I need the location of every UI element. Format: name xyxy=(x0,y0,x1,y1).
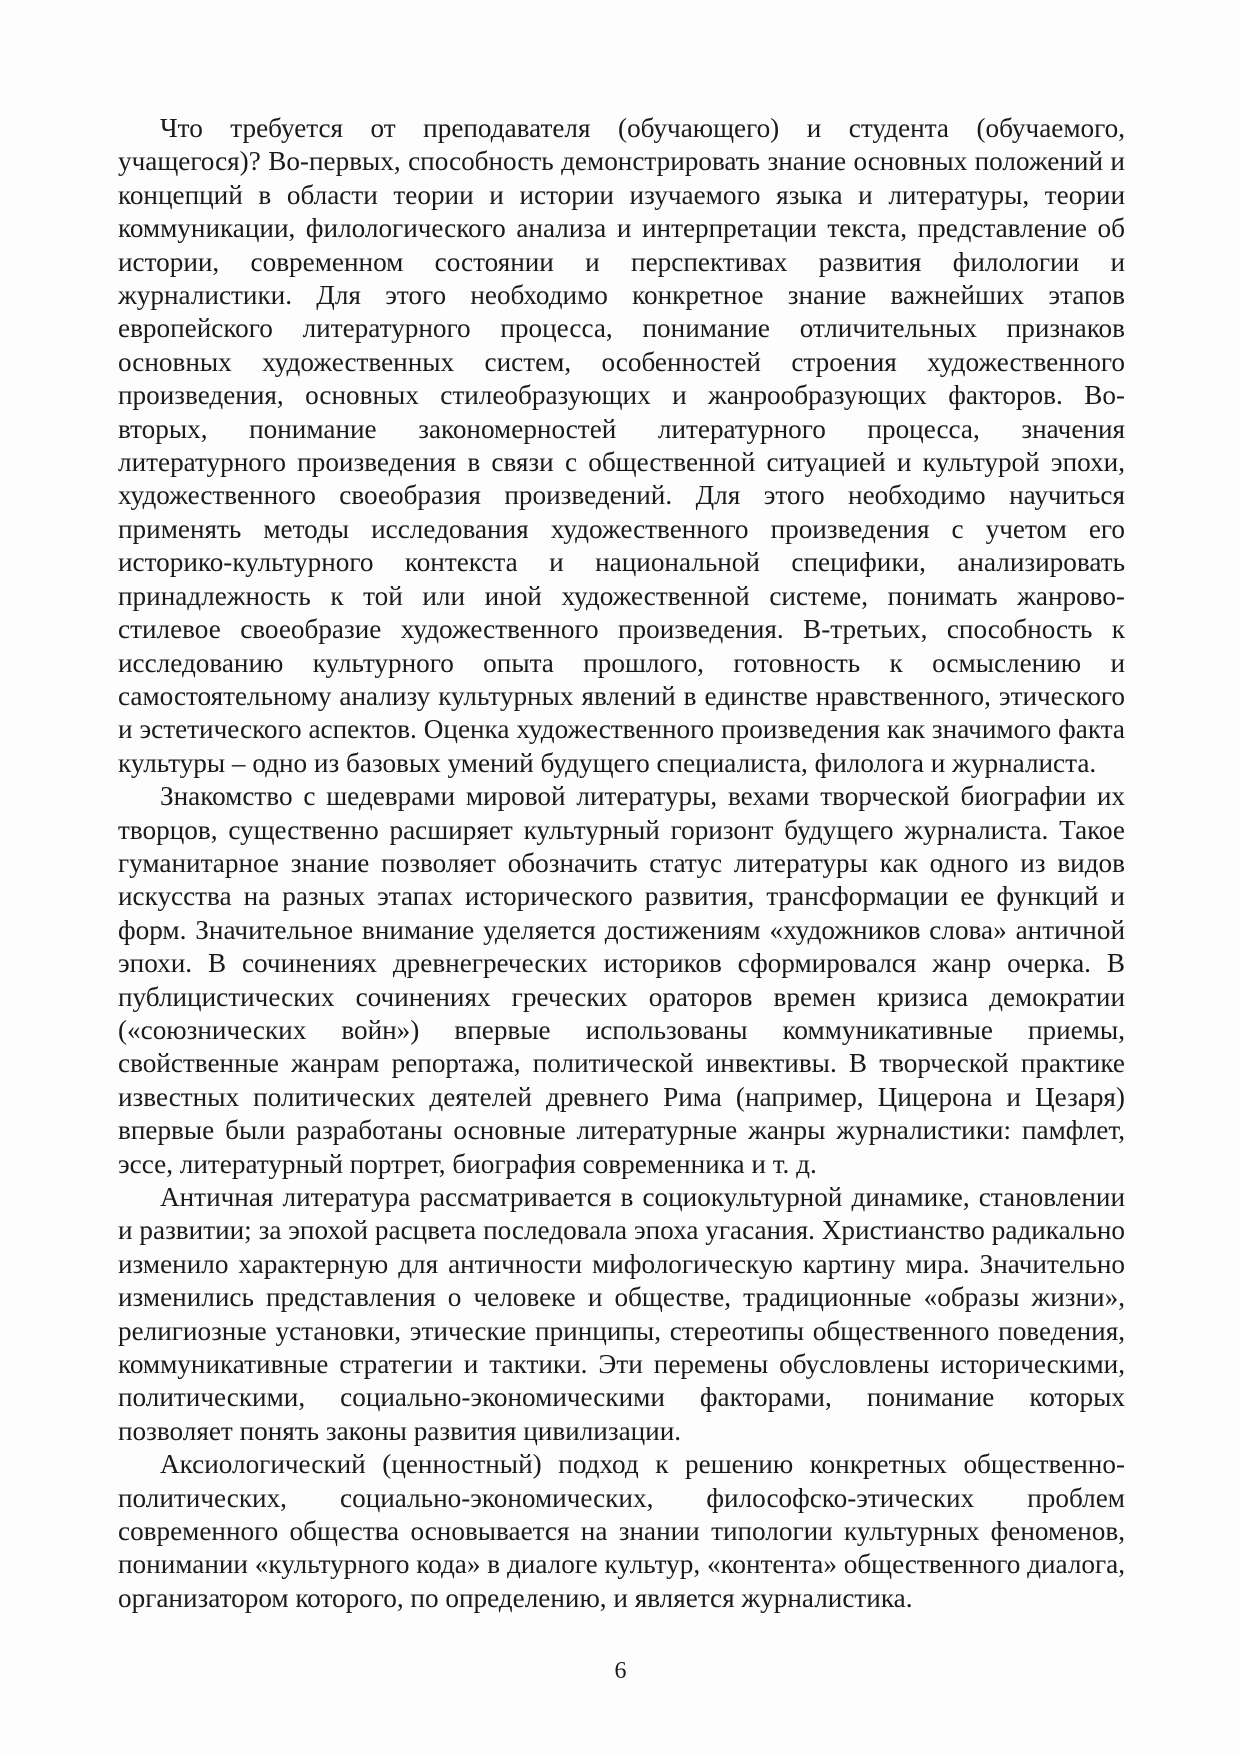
paragraph-4: Аксиологический (ценностный) подход к решению конкретных общественно-политических, социально-экономических, философско-этических проблем современного общества основывается на знании типологии культурных феноменов, понимании «культурного кода» в диалоге культур, «контента» общественного диалога, организатором которого, по определению, и является журналистика. xyxy=(118,1449,1125,1613)
paragraph-1: Что требуется от преподавателя (обучающего) и студента (обучаемого, учащегося)? Во-первых, способность демонстрировать знание основных положений и концепций в области теории и истории изучаемого языка и литературы, теории коммуникации, филологического анализа и интерпретации текста, представление об истории, современном состоянии и перспективах развития филологии и журналистики. Для этого необходимо конкретное знание важнейших этапов европейского литературного процесса, понимание отличительных признаков основных художественных систем, особенностей строения художественного произведения, основных стилеобразующих и жанрообразующих факторов. Во-вторых, понимание закономерностей литературного процесса, значения литературного произведения в связи с общественной ситуацией и культурой эпохи, художественного своеобразия произведений. Для этого необходимо научиться применять методы исследования художественного произведения с учетом его историко-культурного контекста и национальной специфики, анализировать принадлежность к той или иной художественной системе, понимать жанрово-стилевое своеобразие художественного произведения. В-третьих, способность к исследованию культурного опыта прошлого, готовность к осмыслению и самостоятельному анализу культурных явлений в единстве нравственного, этического и эстетического аспектов. Оценка художественного произведения как значимого факта культуры – одно из базовых умений будущего специалиста, филолога и журналиста. xyxy=(118,113,1125,778)
page-number: 6 xyxy=(614,1658,627,1684)
paragraph-3: Античная литература рассматривается в социокультурной динамике, становлении и развитии; за эпохой расцвета последовала эпоха угасания. Христианство радикально изменило характерную для античности мифологическую картину мира. Значительно изменились представления о человеке и обществе, традиционные «образы жизни», религиозные установки, этические принципы, стереотипы общественного поведения, коммуникативные стратегии и тактики. Эти перемены обусловлены историческими, политическими, социально-экономическими факторами, понимание которых позволяет понять законы развития цивилизации. xyxy=(118,1182,1125,1446)
paragraph-2: Знакомство с шедеврами мировой литературы, вехами творческой биографии их творцов, существенно расширяет культурный горизонт будущего журналиста. Такое гуманитарное знание позволяет обозначить статус литературы как одного из видов искусства на разных этапах исторического развития, трансформации ее функций и форм. Значительное внимание уделяется достижениям «художников слова» античной эпохи. В сочинениях древнегреческих историков сформировался жанр очерка. В публицистических сочинениях греческих ораторов времен кризиса демократии («союзнических войн») впервые использованы коммуникативные приемы, свойственные жанрам репортажа, политической инвективы. В творческой практике известных политических деятелей древнего Рима (например, Цицерона и Цезаря) впервые были разработаны основные литературные жанры журналистики: памфлет, эссе, литературный портрет, биография современника и т. д. xyxy=(118,781,1125,1179)
body-text xyxy=(118,112,1125,1615)
